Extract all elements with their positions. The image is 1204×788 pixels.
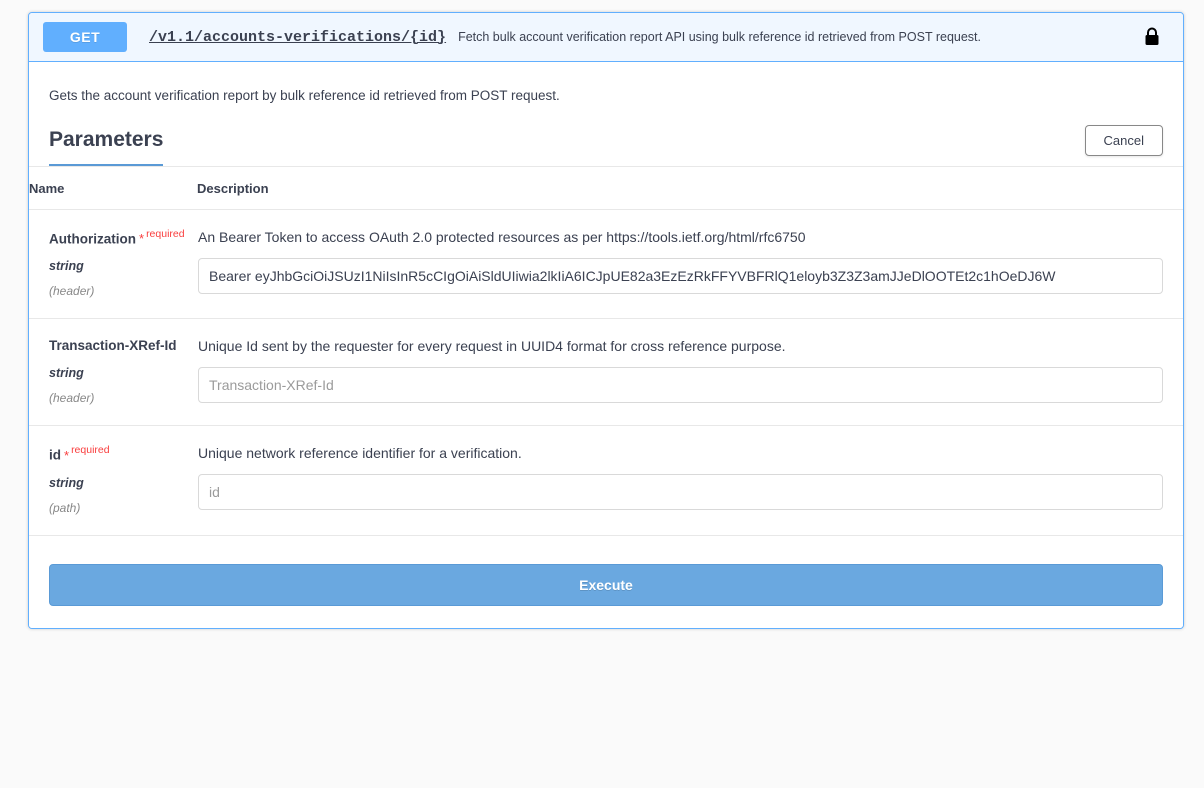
execute-button[interactable]: Execute bbox=[49, 564, 1163, 606]
operation-summary-row[interactable] bbox=[29, 13, 1183, 62]
required-star: * bbox=[139, 231, 145, 247]
parameter-description-cell bbox=[197, 210, 1183, 319]
required-label: required bbox=[71, 444, 110, 457]
parameter-name: id bbox=[49, 447, 61, 463]
lock-icon[interactable] bbox=[1141, 27, 1163, 47]
parameter-description: Unique network reference identifier for a verification. bbox=[198, 445, 522, 462]
operation-summary-text: Gets the account verification report by bulk reference id retrieved from POST request. bbox=[49, 88, 560, 103]
column-header-description: Description bbox=[197, 167, 1183, 210]
http-method-badge: GET bbox=[43, 22, 127, 52]
parameter-type: string bbox=[49, 366, 84, 381]
parameter-type: string bbox=[49, 259, 84, 274]
parameter-location: (header) bbox=[49, 391, 95, 406]
parameter-location: (path) bbox=[49, 500, 81, 515]
transaction-xref-id-input[interactable] bbox=[198, 367, 1163, 403]
parameter-name-cell bbox=[29, 319, 197, 426]
required-star: * bbox=[64, 447, 70, 463]
parameter-description-cell bbox=[197, 426, 1183, 535]
parameters-title: Parameters bbox=[49, 126, 163, 166]
parameter-type: string bbox=[49, 475, 84, 490]
parameters-table bbox=[29, 167, 1183, 536]
parameters-header bbox=[29, 125, 1183, 167]
required-label: required bbox=[146, 228, 185, 240]
parameter-description: An Bearer Token to access OAuth 2.0 protected resources as per https://tools.ietf.org/html/rfc6750 bbox=[198, 229, 806, 245]
operation-short-description: Fetch bulk account verification report API using bulk reference id retrieved from POST request. bbox=[458, 30, 981, 44]
table-row bbox=[29, 210, 1183, 319]
parameter-description: Unique Id sent by the requester for every request in UUID4 format for cross reference purpose. bbox=[198, 338, 786, 355]
execute-area bbox=[29, 536, 1183, 628]
cancel-button[interactable]: Cancel bbox=[1085, 125, 1163, 156]
operation-body bbox=[29, 62, 1183, 628]
parameter-name-cell bbox=[29, 426, 197, 535]
table-row bbox=[29, 426, 1183, 535]
parameter-name: Authorization bbox=[49, 231, 136, 247]
id-input[interactable] bbox=[198, 474, 1163, 510]
operation-block bbox=[28, 12, 1184, 629]
parameter-name-cell bbox=[29, 210, 197, 319]
operation-path: /v1.1/accounts-verifications/{id} bbox=[149, 28, 447, 46]
parameters-table-header-row bbox=[29, 167, 1183, 210]
parameter-name: Transaction-XRef-Id bbox=[49, 338, 177, 354]
table-row bbox=[29, 319, 1183, 426]
column-header-name: Name bbox=[29, 167, 197, 210]
parameter-location: (header) bbox=[49, 284, 95, 299]
authorization-input[interactable] bbox=[198, 258, 1163, 294]
parameter-description-cell bbox=[197, 319, 1183, 426]
